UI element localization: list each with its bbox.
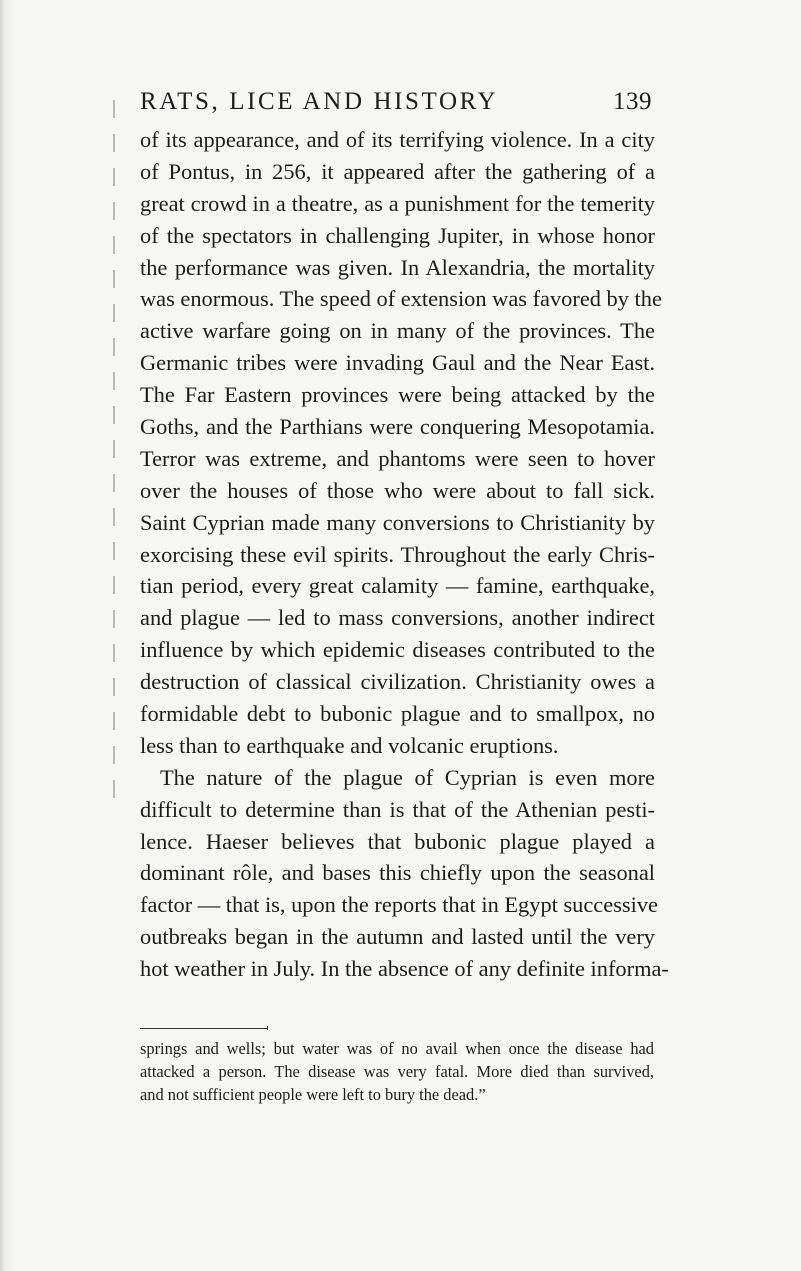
- footnote: [140, 1037, 654, 1106]
- text-line: of its appearance, and of its terrifying violence. In a city: [140, 127, 655, 152]
- text-line: lence. Haeser believes that bubonic plague played a: [140, 828, 655, 854]
- text-line: formidable debt to bubonic plague and to smallpox, no: [140, 701, 655, 727]
- text-line: less than to earthquake and volcanic eruptions.: [140, 732, 559, 758]
- text-line: The Far Eastern provinces were being attacked by the: [140, 382, 655, 408]
- text-line: the performance was given. In Alexandria, the mortality: [140, 254, 655, 280]
- running-title: RATS, LICE AND HISTORY: [140, 88, 499, 115]
- text-line: influence by which epidemic diseases contributed to the: [140, 637, 655, 663]
- text-line: dominant rôle, and bases this chiefly upon the seasonal: [140, 860, 655, 886]
- text-line: of Pontus, in 256, it appeared after the gathering of a: [140, 158, 655, 184]
- text-line: exorcising these evil spirits. Throughout the early Chris-: [140, 541, 655, 567]
- text-line: active warfare going on in many of the provinces. The: [140, 318, 655, 344]
- text-line: outbreaks began in the autumn and lasted until the very: [140, 924, 655, 950]
- text-line: The nature of the plague of Cyprian is even more: [160, 764, 655, 790]
- page-edge-shadow: [113, 100, 115, 800]
- binding-gutter: [0, 0, 14, 1271]
- text-line: Saint Cyprian made many conversions to Christianity by: [140, 509, 655, 535]
- footnote-line: springs and wells; but water was of no avail when once the disease had: [140, 1039, 654, 1058]
- text-line: great crowd in a theatre, as a punishment for the temerity: [140, 190, 655, 216]
- text-line: of the spectators in challenging Jupiter, in whose honor: [140, 222, 655, 248]
- running-header: [140, 88, 652, 122]
- footnote-line: attacked a person. The disease was very fatal. More died than survived,: [140, 1062, 654, 1081]
- text-line: Germanic tribes were invading Gaul and the Near East.: [140, 350, 655, 376]
- page-number: 139: [613, 88, 652, 115]
- text-line: destruction of classical civilization. Christianity owes a: [140, 669, 655, 695]
- text-line: was enormous. The speed of extension was favored by the: [140, 286, 662, 312]
- text-line: Terror was extreme, and phantoms were seen to hover: [140, 445, 655, 471]
- text-line: Goths, and the Parthians were conquering Mesopotamia.: [140, 414, 655, 440]
- text-line: factor — that is, upon the reports that in Egypt successive: [140, 892, 658, 918]
- footnote-line: and not sufficient people were left to bury the dead.”: [140, 1085, 486, 1104]
- text-line: and plague — led to mass conversions, another indirect: [140, 605, 655, 631]
- text-line: tian period, every great calamity — famine, earthquake,: [140, 573, 655, 599]
- text-line: over the houses of those who were about to fall sick.: [140, 477, 655, 503]
- footnote-rule: [140, 1028, 268, 1029]
- body-text: [140, 124, 669, 985]
- text-line: hot weather in July. In the absence of any definite informa-: [140, 956, 669, 982]
- text-line: difficult to determine than is that of the Athenian pesti-: [140, 796, 655, 822]
